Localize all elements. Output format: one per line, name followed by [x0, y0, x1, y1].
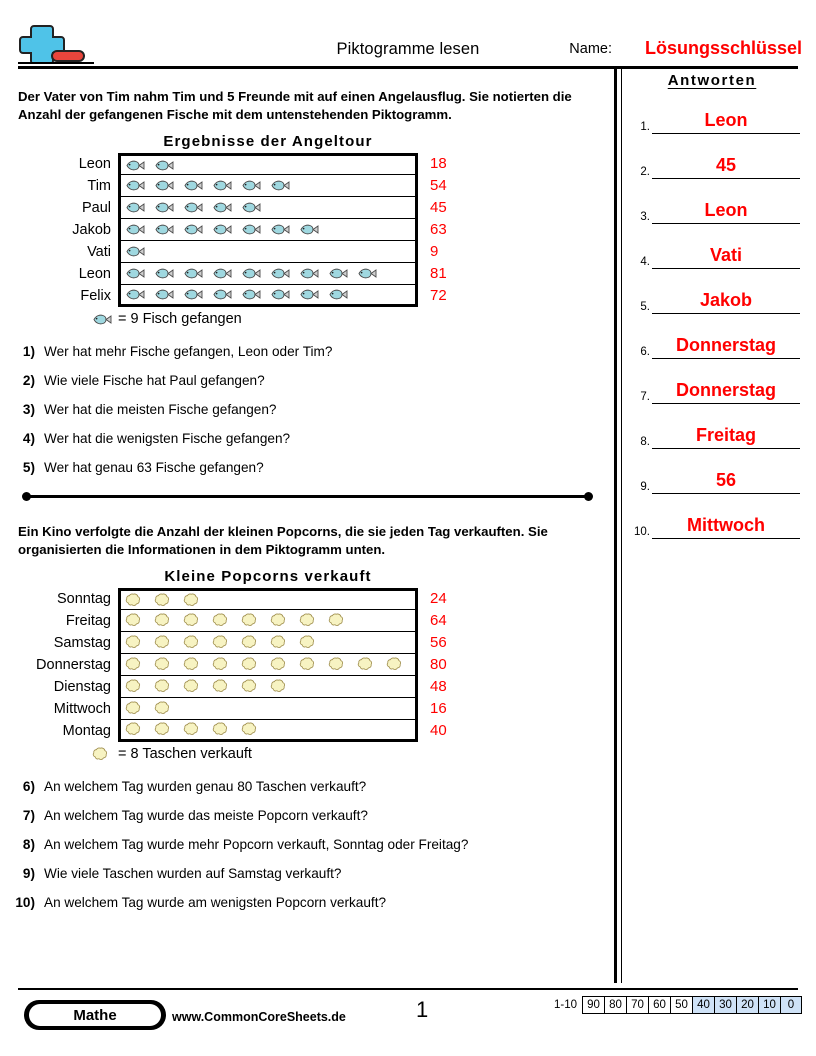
subject-label: Mathe	[29, 1004, 161, 1026]
name-label: Name:	[569, 41, 612, 57]
pictogram-row-value: 24	[430, 590, 447, 607]
popcorn-icon	[92, 745, 118, 763]
pictogram-row-label: Leon	[78, 156, 111, 172]
fish-icon	[183, 265, 212, 283]
answers-panel	[626, 68, 802, 539]
answer-number: 8.	[640, 436, 650, 448]
pictogram-row-icons	[118, 632, 418, 654]
fish-icon	[154, 265, 183, 283]
pictogram-row-value: 64	[430, 612, 447, 629]
pictogram-row	[0, 588, 614, 610]
section1-questions	[0, 344, 614, 475]
grading-scale-cell[interactable]: 50	[670, 996, 692, 1014]
question-number: 10)	[15, 895, 35, 910]
question-item	[0, 779, 614, 794]
answer-row	[626, 451, 802, 494]
question-number: 4)	[22, 431, 35, 446]
footer-divider	[18, 988, 798, 990]
fish-icon	[125, 286, 154, 304]
pictogram-row-value: 48	[430, 678, 447, 695]
pictogram-row	[0, 720, 614, 742]
fish-icon	[241, 199, 270, 217]
pictogram-row-label: Paul	[81, 200, 111, 216]
grading-scale-cell[interactable]: 10	[758, 996, 780, 1014]
popcorn-icon	[241, 721, 270, 739]
fish-icon	[154, 221, 183, 239]
pictogram-row-label: Donnerstag	[36, 657, 111, 673]
fish-icon	[270, 286, 299, 304]
section-popcorn	[0, 523, 614, 910]
pictogram-row	[0, 654, 614, 676]
popcorn-icon	[241, 634, 270, 652]
question-number: 9)	[22, 866, 35, 881]
pictogram-row-value: 80	[430, 656, 447, 673]
fish-icon	[328, 286, 357, 304]
pictogram-row-icons	[118, 219, 418, 241]
pictogram-row-icons	[118, 720, 418, 742]
question-item	[0, 373, 614, 388]
answer-number: 1.	[640, 121, 650, 133]
fish-icon	[241, 221, 270, 239]
popcorn-icon	[125, 634, 154, 652]
pictogram-row-icons	[118, 175, 418, 197]
answer-value: Donnerstag	[675, 380, 776, 400]
pictogram-row	[0, 241, 614, 263]
fish-icon	[241, 265, 270, 283]
pictogram-row-icons	[118, 241, 418, 263]
question-number: 2)	[22, 373, 35, 388]
answer-row	[626, 226, 802, 269]
pictogram-row-label: Vati	[87, 244, 111, 260]
pictogram-row-label: Montag	[62, 723, 111, 739]
pictogram-row	[0, 610, 614, 632]
fish-icon	[299, 286, 328, 304]
answers-list	[626, 91, 802, 539]
section2-legend	[0, 745, 614, 763]
answer-value: Jakob	[699, 290, 753, 310]
pictogram-row-icons	[118, 285, 418, 307]
fish-icon	[154, 286, 183, 304]
answer-value: Mittwoch	[687, 515, 765, 535]
popcorn-icon	[125, 612, 154, 630]
answer-value: 45	[715, 155, 737, 175]
question-text: Wie viele Fische hat Paul gefangen?	[44, 373, 265, 388]
column-separator-thick	[614, 68, 617, 983]
pictogram-row-value: 9	[430, 243, 439, 260]
question-text: An welchem Tag wurde mehr Popcorn verkauft, Sonntag oder Freitag?	[44, 837, 469, 852]
answer-row	[626, 91, 802, 134]
popcorn-icon	[183, 678, 212, 696]
fish-icon	[183, 221, 212, 239]
popcorn-icon	[183, 612, 212, 630]
grading-scale-cells	[582, 996, 802, 1014]
fish-icon	[212, 199, 241, 217]
section1-legend-text: = 9 Fisch gefangen	[118, 311, 242, 327]
fish-icon	[125, 265, 154, 283]
answer-key-label: Lösungsschlüssel	[644, 38, 802, 58]
question-item	[0, 866, 614, 881]
popcorn-icon	[212, 721, 241, 739]
pictogram-row	[0, 263, 614, 285]
page-header	[0, 0, 816, 68]
fish-icon	[328, 265, 357, 283]
pictogram-row-value: 40	[430, 722, 447, 739]
popcorn-icon	[125, 700, 154, 718]
fish-icon	[125, 221, 154, 239]
answer-number: 4.	[640, 256, 650, 268]
grading-scale-cell[interactable]: 40	[692, 996, 714, 1014]
question-text: An welchem Tag wurde das meiste Popcorn verkauft?	[44, 808, 368, 823]
question-item	[0, 895, 614, 910]
column-separator-thin	[621, 68, 622, 983]
grading-scale-label: 1-10	[553, 999, 577, 1011]
pictogram-row-icons	[118, 197, 418, 219]
popcorn-icon	[328, 612, 357, 630]
question-item	[0, 402, 614, 417]
answer-number: 5.	[640, 301, 650, 313]
fish-icon	[212, 177, 241, 195]
pictogram-row-value: 72	[430, 287, 447, 304]
fish-icon	[183, 199, 212, 217]
question-number: 8)	[22, 837, 35, 852]
pictogram-row	[0, 698, 614, 720]
question-text: An welchem Tag wurde am wenigsten Popcorn verkauft?	[44, 895, 387, 910]
answer-row	[626, 406, 802, 449]
pictogram-row-icons	[118, 263, 418, 285]
divider-line	[24, 495, 590, 498]
popcorn-icon	[212, 656, 241, 674]
fish-icon	[125, 243, 154, 261]
pictogram-row-value: 45	[430, 199, 447, 216]
section1-legend	[0, 310, 614, 328]
question-text: Wie viele Taschen wurden auf Samstag verkauft?	[44, 866, 342, 881]
pictogram-row	[0, 153, 614, 175]
pictogram-row-label: Samstag	[53, 635, 111, 651]
popcorn-icon	[154, 656, 183, 674]
answer-number: 3.	[640, 211, 650, 223]
grading-scale-cell[interactable]: 20	[736, 996, 758, 1014]
pictogram-row-value: 18	[430, 155, 447, 172]
question-number: 3)	[22, 402, 35, 417]
popcorn-icon	[183, 656, 212, 674]
question-text: Wer hat die wenigsten Fische gefangen?	[44, 431, 291, 446]
answer-number: 6.	[640, 346, 650, 358]
pictogram-row-label: Felix	[80, 288, 111, 304]
section2-chart-title: Kleine Popcorns verkauft	[164, 568, 372, 585]
page-title: Piktogramme lesen	[336, 40, 480, 58]
popcorn-icon	[270, 656, 299, 674]
fish-icon	[125, 156, 154, 174]
answer-value: Leon	[704, 200, 748, 220]
grading-scale-cell[interactable]: 0	[780, 996, 802, 1014]
popcorn-icon	[212, 678, 241, 696]
question-number: 7)	[22, 808, 35, 823]
pictogram-row-label: Dienstag	[53, 679, 111, 695]
pictogram-row	[0, 197, 614, 219]
page-number: 1	[416, 997, 429, 1022]
answer-value: Vati	[709, 245, 743, 265]
popcorn-icon	[270, 678, 299, 696]
pictogram-row-value: 81	[430, 265, 447, 282]
pictogram-row	[0, 219, 614, 241]
fish-icon	[212, 221, 241, 239]
pictogram-row-label: Mittwoch	[53, 701, 111, 717]
pictogram-row-value: 63	[430, 221, 447, 238]
pictogram-row-label: Sonntag	[56, 591, 111, 607]
grading-scale-cell[interactable]: 60	[648, 996, 670, 1014]
popcorn-icon	[183, 634, 212, 652]
popcorn-icon	[125, 721, 154, 739]
pictogram-row-label: Tim	[87, 178, 111, 194]
answer-row	[626, 181, 802, 224]
section2-questions	[0, 779, 614, 910]
fish-icon	[212, 286, 241, 304]
answer-value: 56	[715, 470, 737, 490]
fish-icon	[241, 177, 270, 195]
answer-value: Leon	[704, 110, 748, 130]
fish-icon	[270, 265, 299, 283]
section1-chart-title: Ergebnisse der Angeltour	[163, 133, 373, 150]
fish-icon	[299, 265, 328, 283]
section-divider	[0, 489, 614, 503]
answer-number: 7.	[640, 391, 650, 403]
popcorn-icon	[125, 656, 154, 674]
popcorn-icon	[357, 656, 386, 674]
fish-icon	[154, 156, 183, 174]
popcorn-icon	[154, 591, 183, 609]
popcorn-icon	[154, 612, 183, 630]
section-fishing	[0, 88, 614, 475]
grading-scale-cell[interactable]: 90	[582, 996, 604, 1014]
pictogram-row-label: Jakob	[72, 222, 111, 238]
answer-value: Donnerstag	[675, 335, 776, 355]
pictogram-row-icons	[118, 153, 418, 175]
popcorn-icon	[270, 634, 299, 652]
popcorn-icon	[241, 656, 270, 674]
fish-icon	[183, 177, 212, 195]
fish-icon	[299, 221, 328, 239]
fish-icon	[125, 199, 154, 217]
popcorn-icon	[212, 634, 241, 652]
popcorn-icon	[154, 634, 183, 652]
popcorn-icon	[154, 700, 183, 718]
answer-number: 9.	[640, 481, 650, 493]
popcorn-icon	[299, 656, 328, 674]
fish-icon	[241, 286, 270, 304]
fish-icon	[270, 221, 299, 239]
site-url: www.CommonCoreSheets.de	[172, 1010, 346, 1024]
question-item	[0, 344, 614, 359]
popcorn-icon	[183, 591, 212, 609]
pictogram-row-icons	[118, 610, 418, 632]
pictogram-row-value: 56	[430, 634, 447, 651]
answer-row	[626, 316, 802, 359]
fish-icon	[357, 265, 386, 283]
popcorn-icon	[299, 634, 328, 652]
pictogram-row-icons	[118, 676, 418, 698]
grading-scale	[554, 996, 802, 1014]
fish-icon	[270, 177, 299, 195]
popcorn-icon	[241, 612, 270, 630]
answer-row	[626, 496, 802, 539]
answer-row	[626, 361, 802, 404]
popcorn-icon	[212, 612, 241, 630]
popcorn-icon	[299, 612, 328, 630]
question-item	[0, 808, 614, 823]
fish-icon	[125, 177, 154, 195]
answer-row	[626, 136, 802, 179]
section1-intro: Der Vater von Tim nahm Tim und 5 Freunde mit auf einen Angelausflug. Sie notierten die Anzahl der gefangenen Fische mit dem untenstehenden Piktogramm.	[18, 89, 572, 122]
question-number: 1)	[22, 344, 35, 359]
answer-number: 2.	[640, 166, 650, 178]
question-number: 5)	[22, 460, 35, 475]
fish-icon	[92, 310, 118, 328]
fish-icon	[154, 177, 183, 195]
section2-intro: Ein Kino verfolgte die Anzahl der kleinen Popcorns, die sie jeden Tag verkauften. Sie organisierten die Informationen in dem Piktogramm unten.	[18, 524, 548, 557]
pictogram-row	[0, 175, 614, 197]
pictogram-row-value: 16	[430, 700, 447, 717]
section2-legend-text: = 8 Taschen verkauft	[118, 746, 252, 762]
question-text: Wer hat die meisten Fische gefangen?	[44, 402, 277, 417]
pictogram-popcorn	[0, 588, 614, 742]
pictogram-row	[0, 285, 614, 307]
question-item	[0, 460, 614, 475]
pictogram-row-label: Leon	[78, 266, 111, 282]
grading-scale-cell[interactable]: 30	[714, 996, 736, 1014]
answer-value: Freitag	[695, 425, 756, 445]
popcorn-icon	[270, 612, 299, 630]
popcorn-icon	[125, 591, 154, 609]
grading-scale-cell[interactable]: 80	[604, 996, 626, 1014]
answers-title: Antworten	[667, 72, 757, 89]
popcorn-icon	[328, 656, 357, 674]
question-number: 6)	[22, 779, 35, 794]
answer-row	[626, 271, 802, 314]
popcorn-icon	[241, 678, 270, 696]
pictogram-row-icons	[118, 588, 418, 610]
popcorn-icon	[154, 678, 183, 696]
subject-badge	[24, 1000, 166, 1030]
question-item	[0, 431, 614, 446]
pictogram-row-icons	[118, 654, 418, 676]
popcorn-icon	[154, 721, 183, 739]
pictogram-row-label: Freitag	[65, 613, 111, 629]
answer-number: 10.	[634, 526, 650, 538]
pictogram-row-icons	[118, 698, 418, 720]
fish-icon	[154, 199, 183, 217]
popcorn-icon	[125, 678, 154, 696]
fish-icon	[183, 286, 212, 304]
popcorn-icon	[183, 721, 212, 739]
worksheet-body	[0, 68, 614, 924]
pictogram-row-value: 54	[430, 177, 447, 194]
divider-dot-right	[584, 492, 593, 501]
question-text: An welchem Tag wurden genau 80 Taschen verkauft?	[44, 779, 367, 794]
popcorn-icon	[386, 656, 415, 674]
pictogram-row	[0, 632, 614, 654]
grading-scale-cell[interactable]: 70	[626, 996, 648, 1014]
question-text: Wer hat genau 63 Fische gefangen?	[44, 460, 264, 475]
fish-icon	[212, 265, 241, 283]
question-text: Wer hat mehr Fische gefangen, Leon oder Tim?	[44, 344, 333, 359]
pictogram-fish	[0, 153, 614, 307]
pictogram-row	[0, 676, 614, 698]
question-item	[0, 837, 614, 852]
